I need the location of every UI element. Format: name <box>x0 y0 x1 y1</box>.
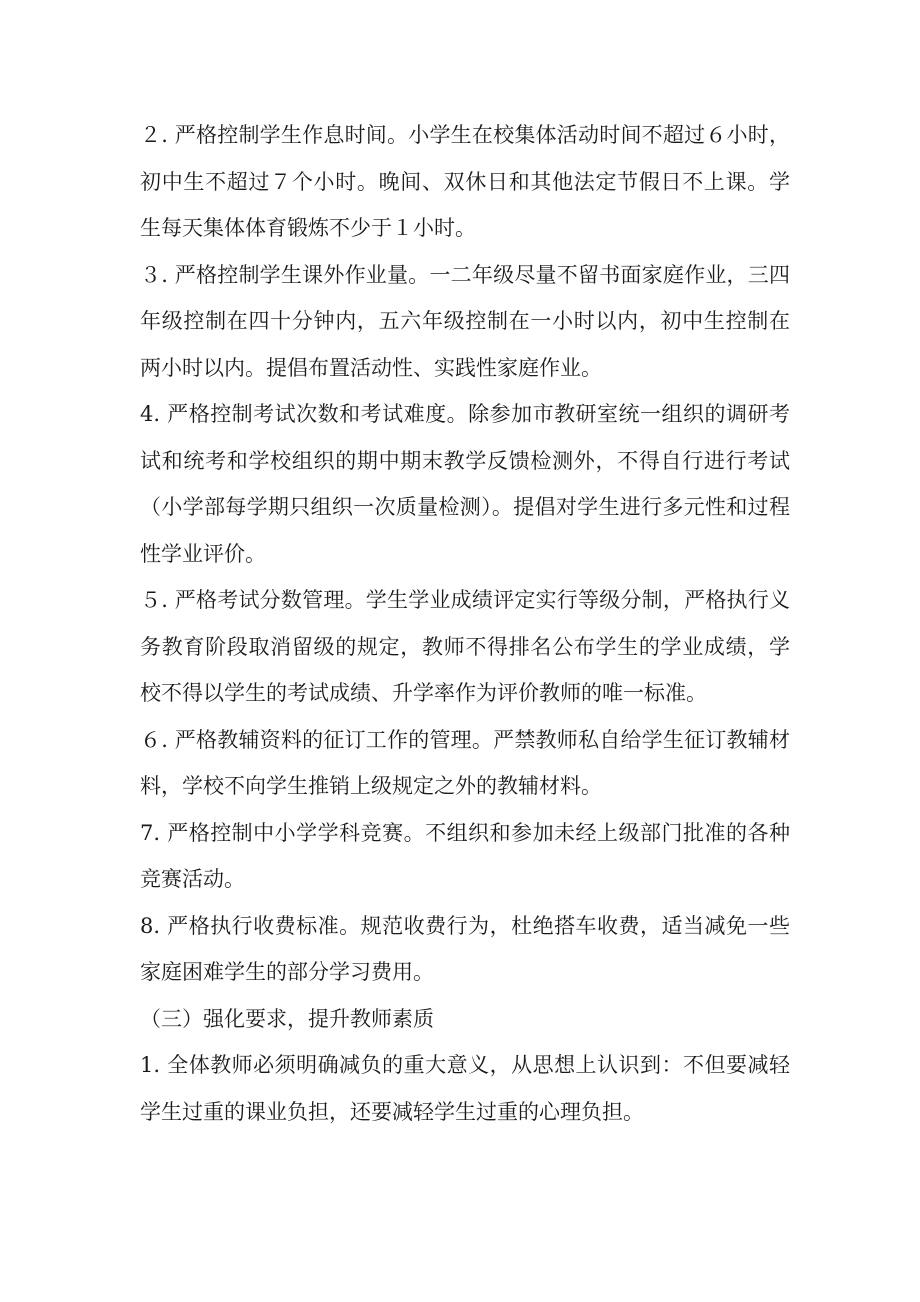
paragraph-score-management: ５. 严格考试分数管理。学生学业成绩评定实行等级分制，严格执行义务教育阶段取消留级的规定，教师不得排名公布学生的学业成绩，学校不得以学生的考试成绩、升学率作为评价教师的唯一标准。 <box>140 588 790 705</box>
paragraph-teaching-materials: ６. 严格教辅资料的征订工作的管理。严禁教师私自给学生征订教辅材料，学校不向学生推销上级规定之外的教辅材料。 <box>140 727 790 798</box>
paragraph-burden-significance: 1. 全体教师必须明确减负的重大意义，从思想上认识到：不但要减轻学生过重的课业负担，还要减轻学生过重的心理负担。 <box>140 1053 790 1124</box>
paragraph-competitions: 7. 严格控制中小学学科竞赛。不组织和参加未经上级部门批准的各种竞赛活动。 <box>140 820 790 891</box>
paragraph-rest-schedule: ２. 严格控制学生作息时间。小学生在校集体活动时间不超过６小时，初中生不超过７个小时。晚间、双休日和其他法定节假日不上课。学生每天集体体育锻炼不少于１小时。 <box>140 123 790 240</box>
section-heading-teacher-quality: （三）强化要求，提升教师素质 <box>140 1006 434 1031</box>
paragraph-exam-frequency: 4. 严格控制考试次数和考试难度。除参加市教研室统一组织的调研考试和统考和学校组织的期中期末教学反馈检测外，不得自行进行考试（小学部每学期只组织一次质量检测）。提倡对学生进行多元性和过程性学业评价。 <box>140 402 790 566</box>
document-body <box>140 112 790 1135</box>
paragraph-homework-amount: ３. 严格控制学生课外作业量。一二年级尽量不留书面家庭作业，三四年级控制在四十分钟内，五六年级控制在一小时以内，初中生控制在两小时以内。提倡布置活动性、实践性家庭作业。 <box>140 262 790 380</box>
paragraph-fee-standards: 8. 严格执行收费标准。规范收费行为，杜绝搭车收费，适当减免一些家庭困难学生的部分学习费用。 <box>140 913 790 984</box>
